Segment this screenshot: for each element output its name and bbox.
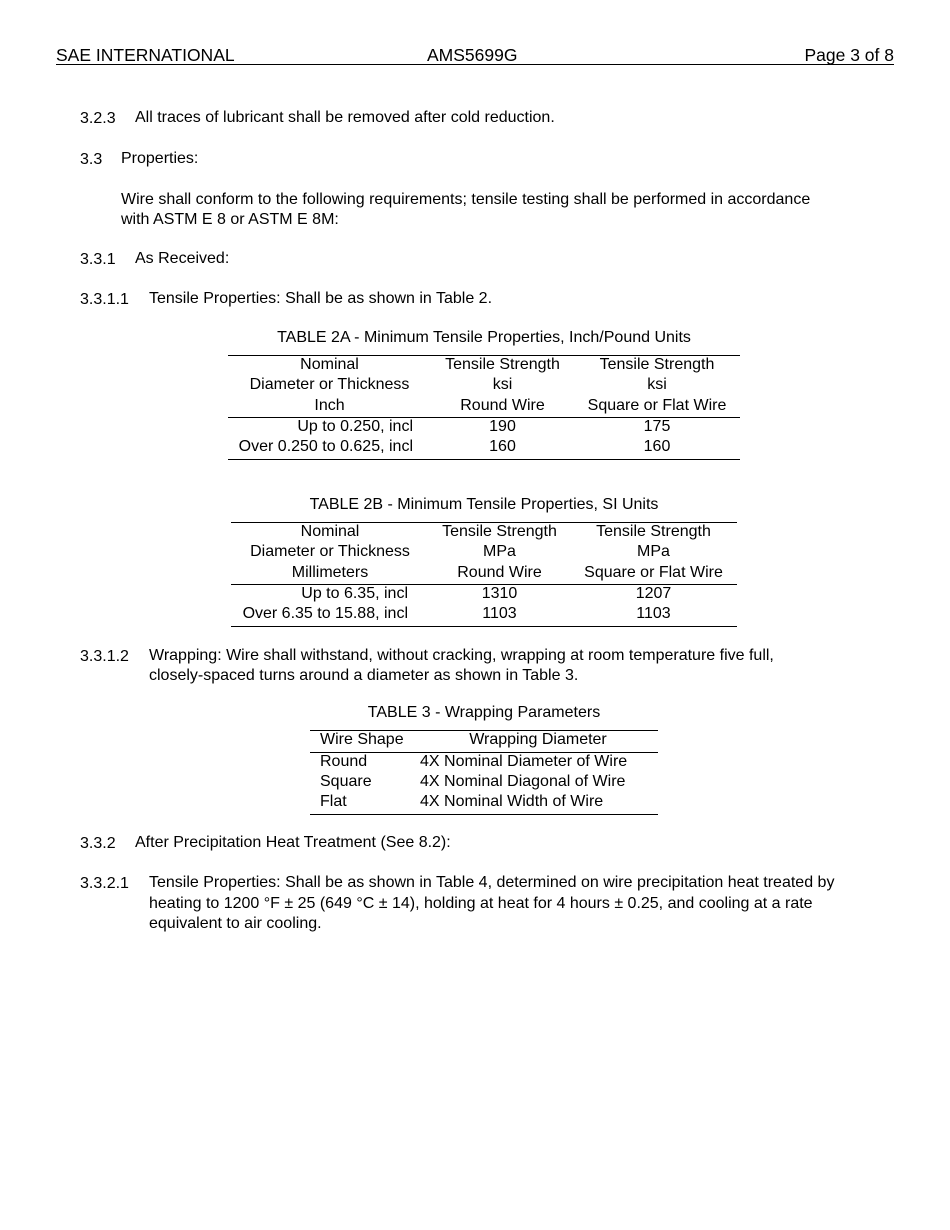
table-cell: 160 <box>643 438 671 455</box>
section-text-line: Tensile Properties: Shall be as shown in Table 4, determined on wire precipitation heat treated by <box>149 874 835 891</box>
table-cell: 1310 <box>481 585 518 602</box>
table-cell: Flat <box>320 793 347 810</box>
section-text-line: with ASTM E 8 or ASTM E 8M: <box>121 211 339 228</box>
section-text-line: heating to 1200 °F ± 25 (649 °C ± 14), holding at heat for 4 hours ± 0.25, and cooling at a rate <box>149 895 813 912</box>
table-cell: 1103 <box>482 605 517 622</box>
table-cell: Over 0.250 to 0.625, incl <box>238 438 413 455</box>
table-2a-header-square: Tensile Strength ksi Square or Flat Wire <box>587 356 727 414</box>
section-text: After Precipitation Heat Treatment (See 8.2): <box>135 834 451 851</box>
section-number: 3.3 <box>80 151 103 168</box>
section-number: 3.3.2.1 <box>80 875 129 892</box>
section-text: As Received: <box>135 250 230 267</box>
section-title: Properties: <box>121 150 199 167</box>
table-2a-header-diameter: Nominal Diameter or Thickness Inch <box>249 356 410 414</box>
table-2a-caption: TABLE 2A - Minimum Tensile Properties, Inch/Pound Units <box>277 329 691 346</box>
section-number: 3.2.3 <box>80 110 116 127</box>
section-text-line: closely-spaced turns around a diameter as shown in Table 3. <box>149 667 579 684</box>
section-text-line: equivalent to air cooling. <box>149 915 322 932</box>
table-3-caption: TABLE 3 - Wrapping Parameters <box>367 704 601 721</box>
table-cell: 1207 <box>635 585 672 602</box>
table-cell: 1103 <box>636 605 671 622</box>
table-3-header-shape: Wire Shape <box>320 731 404 748</box>
section-text: Tensile Properties: Shall be as shown in Table 2. <box>149 290 493 307</box>
section-text-line: Wrapping: Wire shall withstand, without cracking, wrapping at room temperature five full, <box>149 647 774 664</box>
table-2b-caption: TABLE 2B - Minimum Tensile Properties, SI Units <box>309 496 659 513</box>
table-cell: 175 <box>643 418 671 435</box>
table-cell: Square <box>320 773 372 790</box>
header-doc-number: AMS5699G <box>427 45 518 65</box>
table-2b-header-diameter: Nominal Diameter or Thickness Millimeters <box>250 523 410 581</box>
table-2b-header-square: Tensile Strength MPa Square or Flat Wire <box>584 523 723 581</box>
header-page-number: Page 3 of 8 <box>804 45 894 65</box>
table-3-bottom-rule <box>310 814 658 815</box>
table-2b-bottom-rule <box>231 626 737 627</box>
table-cell: 4X Nominal Diagonal of Wire <box>420 773 626 790</box>
table-cell: 190 <box>489 418 516 435</box>
section-text: All traces of lubricant shall be removed after cold reduction. <box>135 109 555 126</box>
section-text-line: Wire shall conform to the following requirements; tensile testing shall be performed in accordance <box>121 191 811 208</box>
table-cell: 160 <box>489 438 516 455</box>
section-number: 3.3.1.1 <box>80 291 129 308</box>
section-number: 3.3.1.2 <box>80 648 129 665</box>
table-2a-bottom-rule <box>228 459 740 460</box>
header-org: SAE INTERNATIONAL <box>56 45 235 65</box>
table-cell: Up to 0.250, incl <box>297 418 413 435</box>
table-cell: Round <box>320 753 368 770</box>
table-2a-header-round: Tensile Strength ksi Round Wire <box>445 356 560 414</box>
table-cell: Over 6.35 to 15.88, incl <box>242 605 408 622</box>
table-cell: 4X Nominal Width of Wire <box>420 793 604 810</box>
table-cell: Up to 6.35, incl <box>301 585 408 602</box>
table-3-header-diameter: Wrapping Diameter <box>469 731 607 748</box>
header-rule <box>56 64 894 65</box>
section-number: 3.3.2 <box>80 835 116 852</box>
section-number: 3.3.1 <box>80 251 116 268</box>
table-2b-header-round: Tensile Strength MPa Round Wire <box>442 523 557 581</box>
table-cell: 4X Nominal Diameter of Wire <box>420 753 628 770</box>
